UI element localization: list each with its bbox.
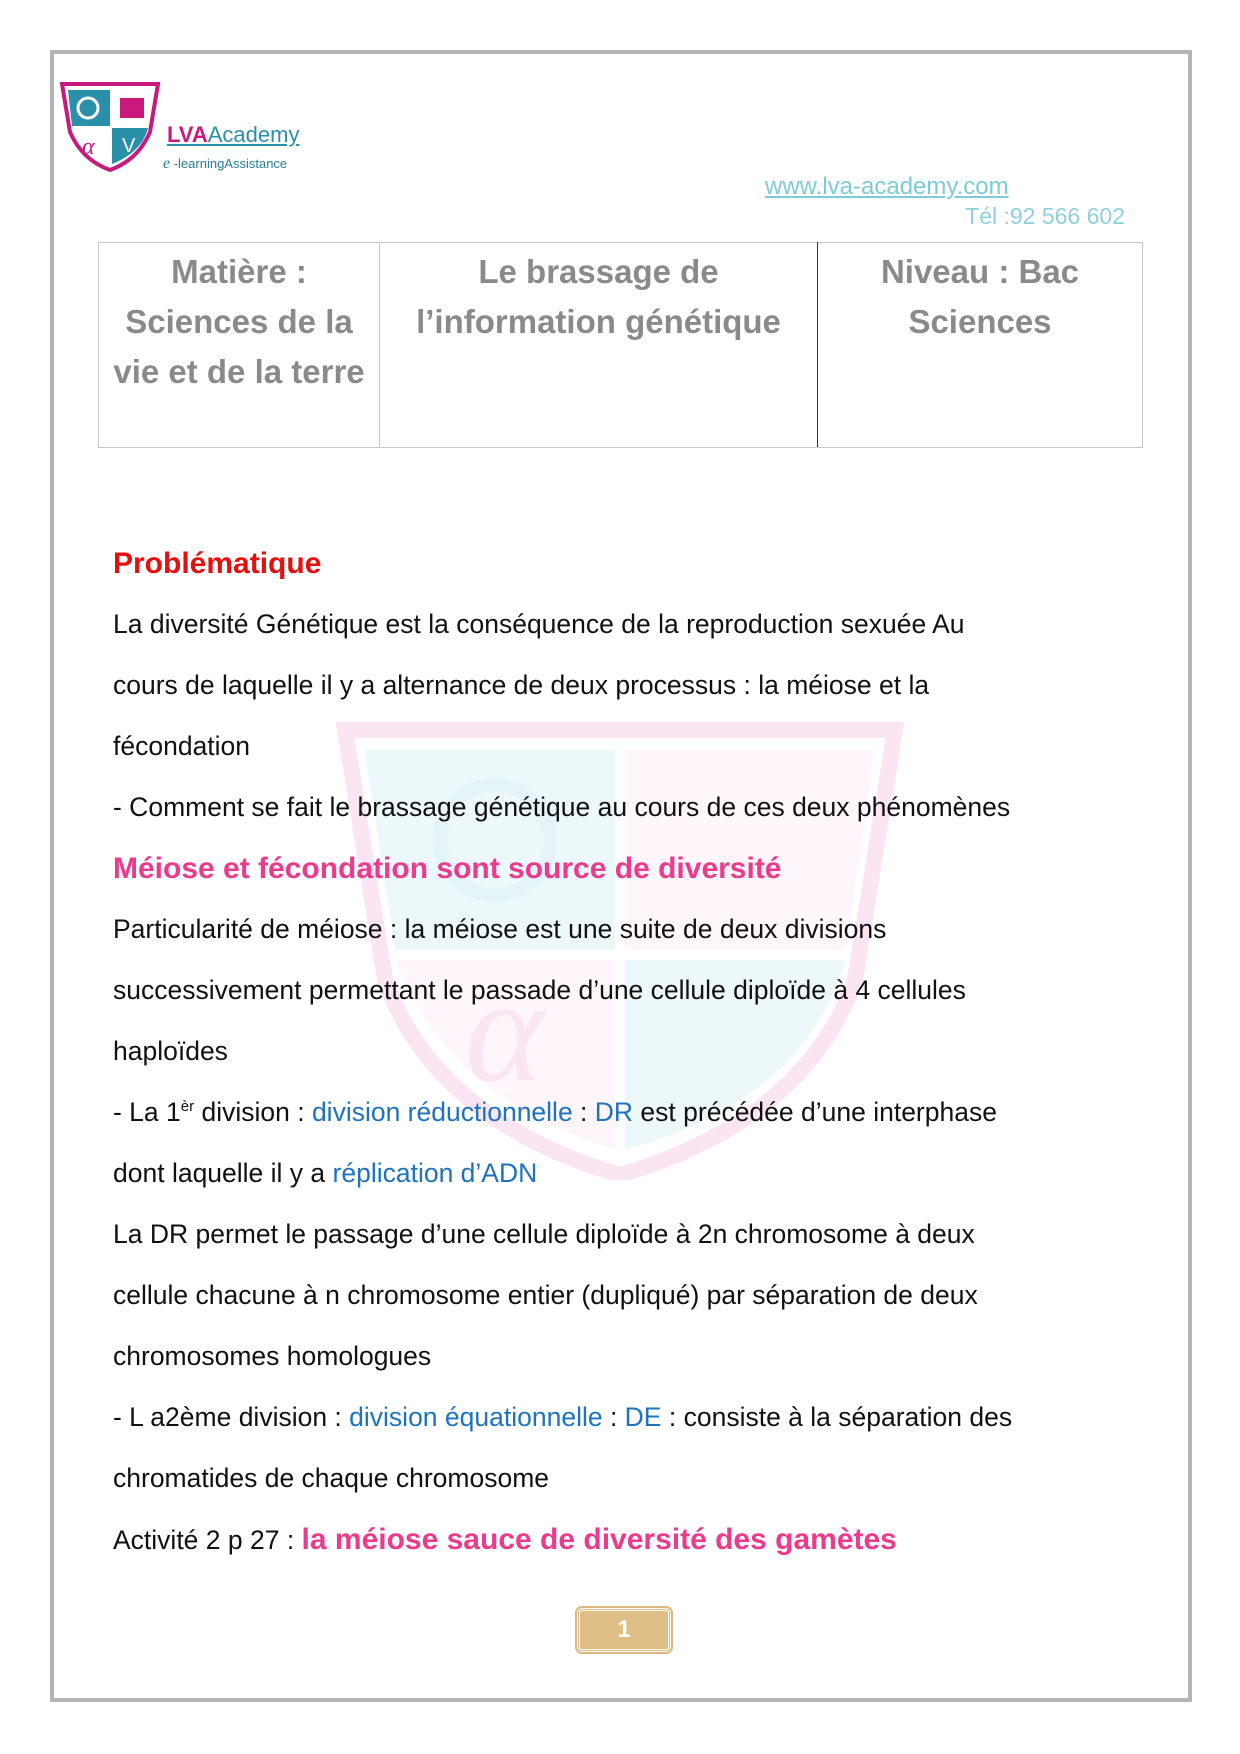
term-replication-adn: réplication d’ADN — [332, 1158, 538, 1188]
paragraph-line: cours de laquelle il y a alternance de deux processus : la méiose et la — [113, 670, 930, 700]
page-number-badge: 1 — [577, 1608, 671, 1652]
text: : — [602, 1402, 625, 1432]
text: est précédée d’une interphase — [633, 1097, 997, 1127]
second-division-line — [113, 1387, 1153, 1448]
activity-prefix: Activité 2 p 27 : — [113, 1525, 302, 1555]
paragraph-line: La DR permet le passage d’une cellule diploïde à 2n chromosome à deux — [113, 1219, 975, 1249]
website-link[interactable]: www.lva-academy.com — [765, 173, 1009, 200]
paragraph-line: cellule chacune à n chromosome entier (dupliqué) par séparation de deux — [113, 1280, 978, 1310]
tagline-e: e — [163, 155, 171, 172]
paragraph-line: fécondation — [113, 731, 251, 761]
course-info-table — [98, 242, 1143, 448]
lva-academy-logo — [58, 80, 164, 172]
term-division-reductionnelle: division réductionnelle — [311, 1097, 573, 1127]
paragraph-line — [113, 1143, 1153, 1204]
lesson-title-cell: Le brassage de l’information génétique — [380, 243, 818, 448]
level-cell: Niveau : Bac Sciences — [818, 243, 1143, 448]
activity-title: la méiose sauce de diversité des gamètes — [301, 1523, 897, 1556]
paragraph-line: chromatides de chaque chromosome — [113, 1463, 550, 1493]
brand-name — [167, 122, 299, 148]
document-body — [113, 533, 1153, 1571]
paragraph-line: haploïdes — [113, 1036, 228, 1066]
paragraph-line: Particularité de méiose : la méiose est une suite de deux divisions — [113, 914, 887, 944]
term-division-equationnelle: division équationnelle — [349, 1402, 603, 1432]
text: : consiste à la séparation des — [661, 1402, 1013, 1432]
subject-cell: Matière : Sciences de la vie et de la terre — [99, 243, 380, 448]
question-line: - Comment se fait le brassage génétique au cours de ces deux phénomènes — [113, 792, 1011, 822]
first-division-line — [113, 1082, 1153, 1143]
paragraph-line: chromosomes homologues — [113, 1341, 432, 1371]
activity-line — [113, 1509, 1153, 1571]
text: dont laquelle il y a — [113, 1158, 333, 1188]
svg-text:α: α — [82, 134, 95, 160]
text: - L a2ème division : — [113, 1402, 350, 1432]
heading-meiose-fecondation: Méiose et fécondation sont source de diversité — [113, 852, 782, 885]
text: division : — [194, 1097, 312, 1127]
svg-text:V: V — [122, 135, 136, 157]
brand-lva: LVA — [167, 122, 208, 147]
text: - La 1 — [113, 1097, 181, 1127]
paragraph-line: successivement permettant le passade d’une cellule diploïde à 4 cellules — [113, 975, 966, 1005]
term-de: DE — [624, 1402, 662, 1432]
paragraph-line: La diversité Génétique est la conséquence de la reproduction sexuée Au — [113, 609, 965, 639]
brand-academy: Academy — [207, 122, 300, 147]
heading-problematique: Problématique — [113, 547, 322, 580]
phone-number: Tél :92 566 602 — [965, 203, 1125, 229]
superscript: èr — [180, 1098, 195, 1116]
tagline-text: -learningAssistance — [170, 156, 288, 171]
term-dr: DR — [594, 1097, 634, 1127]
svg-text:α: α — [465, 947, 544, 1113]
brand-tagline — [163, 155, 287, 173]
text: : — [572, 1097, 595, 1127]
